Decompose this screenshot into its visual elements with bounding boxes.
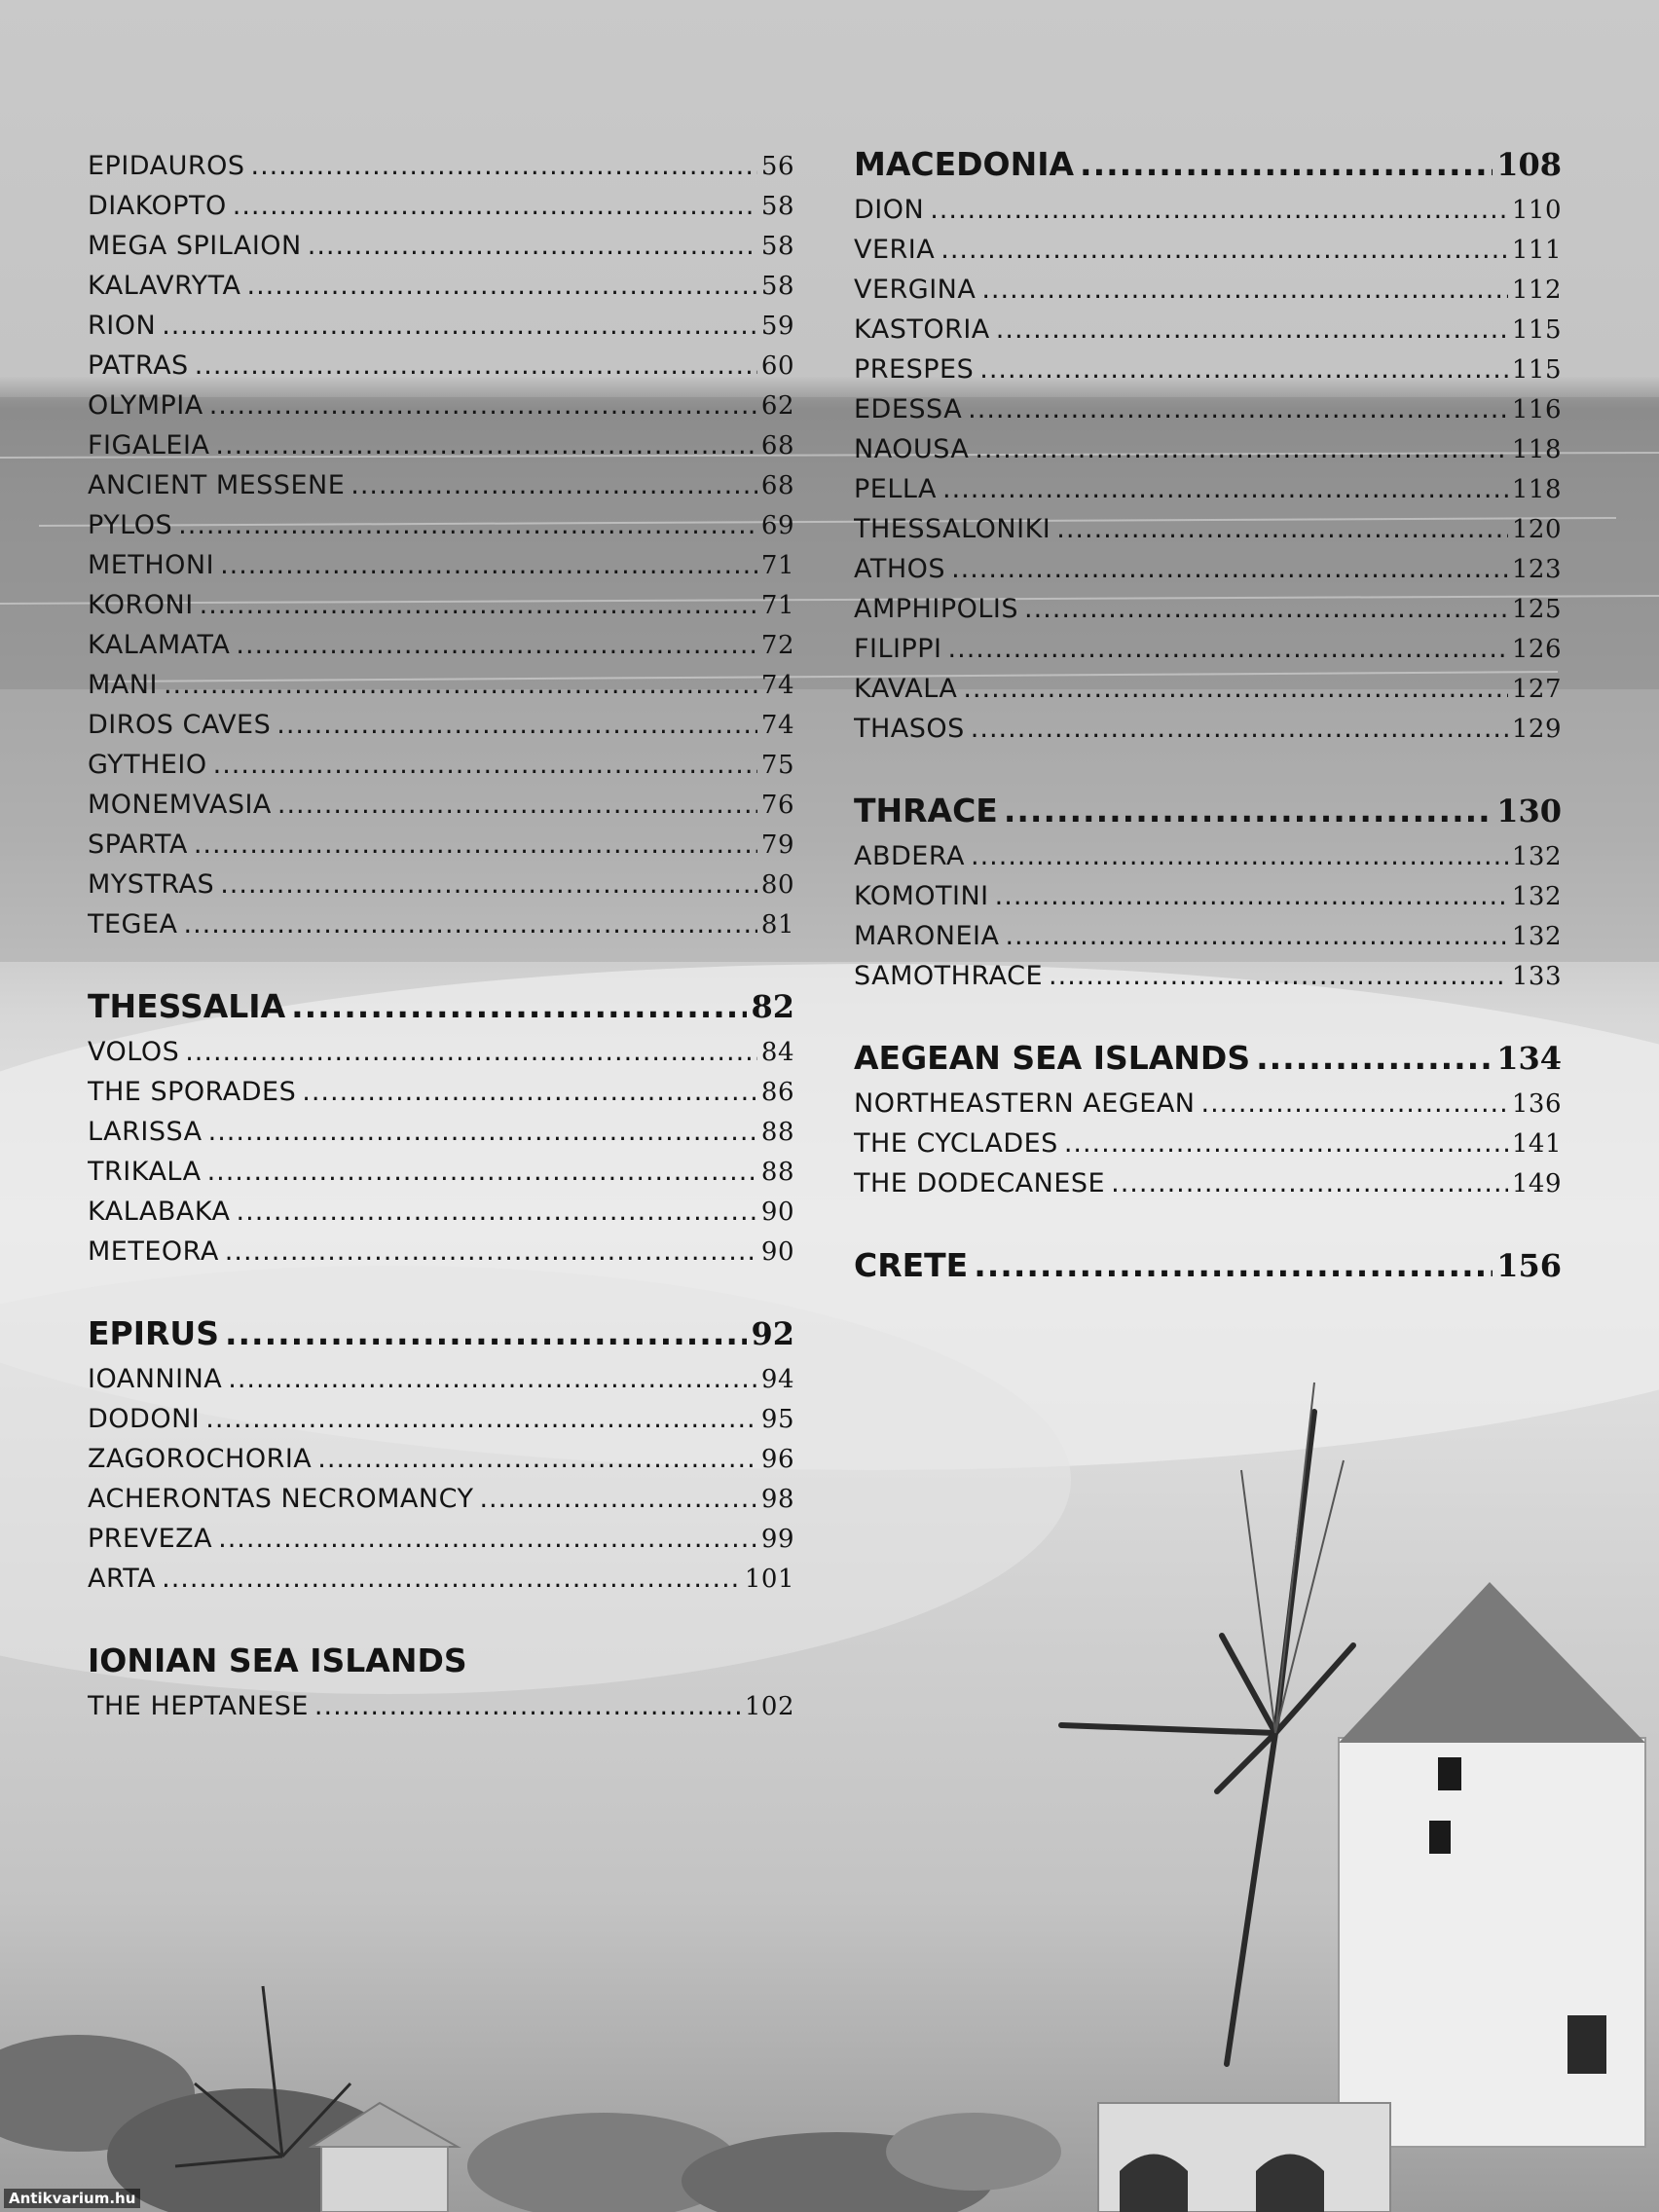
toc-entry[interactable]: KALAVRYTA ..... 58 (88, 266, 794, 306)
section-heading-thrace[interactable]: THRACE ..... 130 (854, 788, 1562, 834)
section-epirus (88, 1310, 794, 1599)
toc-entry[interactable]: GYTHEIO ..... 75 (88, 745, 794, 785)
toc-entry[interactable]: IOANNINA ..... 94 (88, 1359, 794, 1399)
section-thessalia (88, 983, 794, 1272)
toc-entry[interactable]: AMPHIPOLIS ..... 125 (854, 589, 1562, 629)
toc-entry[interactable]: FIGALEIA ..... 68 (88, 425, 794, 465)
toc-entry[interactable]: THE DODECANESE ..... 149 (854, 1163, 1562, 1203)
toc-entry[interactable]: PRESPES ..... 115 (854, 350, 1562, 389)
toc-entry[interactable]: ATHOS ..... 123 (854, 549, 1562, 589)
toc-entry[interactable]: TRIKALA ..... 88 (88, 1152, 794, 1192)
toc-entry[interactable]: SPARTA ..... 79 (88, 825, 794, 865)
toc-entry[interactable]: KAVALA ..... 127 (854, 669, 1562, 709)
toc-entry[interactable]: ZAGOROCHORIA ..... 96 (88, 1439, 794, 1479)
toc-entry[interactable]: PYLOS ..... 69 (88, 505, 794, 545)
windmill-icon (1061, 1382, 1645, 2212)
section-peloponnese-entries (88, 146, 794, 944)
toc-entry[interactable]: MONEMVASIA ..... 76 (88, 785, 794, 825)
section-heading-macedonia[interactable]: MACEDONIA ..... 108 (854, 141, 1562, 188)
section-heading-thessalia[interactable]: THESSALIA ..... 82 (88, 983, 794, 1030)
toc-entry[interactable]: LARISSA ..... 88 (88, 1112, 794, 1152)
toc-entry[interactable]: KALAMATA ..... 72 (88, 625, 794, 665)
toc-entry[interactable]: DIROS CAVES ..... 74 (88, 705, 794, 745)
toc-entry[interactable]: MEGA SPILAION ..... 58 (88, 226, 794, 266)
toc-entry[interactable]: THESSALONIKI ..... 120 (854, 509, 1562, 549)
toc-entry[interactable]: OLYMPIA ..... 62 (88, 386, 794, 425)
toc-entry[interactable]: DODONI ..... 95 (88, 1399, 794, 1439)
rocks (0, 2035, 1061, 2212)
toc-entry[interactable]: DIAKOPTO ..... 58 (88, 186, 794, 226)
toc-entry[interactable]: ACHERONTAS NECROMANCY ..... 98 (88, 1479, 794, 1519)
toc-entry[interactable]: METHONI ..... 71 (88, 545, 794, 585)
section-thrace (854, 788, 1562, 996)
toc-entry[interactable]: MANI ..... 74 (88, 665, 794, 705)
toc-entry[interactable]: NORTHEASTERN AEGEAN ..... 136 (854, 1084, 1562, 1124)
toc-entry[interactable]: KOMOTINI ..... 132 (854, 876, 1562, 916)
toc-entry[interactable]: KORONI ..... 71 (88, 585, 794, 625)
watermark: Antikvarium.hu (4, 2189, 140, 2208)
toc-entry[interactable]: NAOUSA ..... 118 (854, 429, 1562, 469)
toc-entry[interactable]: VERGINA ..... 112 (854, 270, 1562, 310)
toc-entry[interactable]: VERIA ..... 111 (854, 230, 1562, 270)
toc-entry[interactable]: VOLOS ..... 84 (88, 1032, 794, 1072)
toc-entry[interactable]: METEORA ..... 90 (88, 1232, 794, 1272)
toc-entry[interactable]: KALABAKA ..... 90 (88, 1192, 794, 1232)
section-heading-crete[interactable]: CRETE ..... 156 (854, 1242, 1562, 1289)
toc-entry[interactable]: THE SPORADES ..... 86 (88, 1072, 794, 1112)
toc-entry[interactable]: FILIPPI ..... 126 (854, 629, 1562, 669)
toc-entry[interactable]: RION ..... 59 (88, 306, 794, 346)
toc-entry[interactable]: KASTORIA ..... 115 (854, 310, 1562, 350)
section-heading-aegean[interactable]: AEGEAN SEA ISLANDS ..... 134 (854, 1035, 1562, 1082)
toc-entry[interactable]: THASOS ..... 129 (854, 709, 1562, 749)
section-crete (854, 1242, 1562, 1289)
toc-entry[interactable]: DION ..... 110 (854, 190, 1562, 230)
toc-entry[interactable]: PELLA ..... 118 (854, 469, 1562, 509)
toc-entry[interactable]: ARTA ..... 101 (88, 1559, 794, 1599)
toc-entry[interactable]: MARONEIA ..... 132 (854, 916, 1562, 956)
toc-right-column (854, 141, 1562, 1291)
toc-entry[interactable]: PREVEZA ..... 99 (88, 1519, 794, 1559)
section-aegean (854, 1035, 1562, 1203)
toc-left-column (88, 146, 794, 1726)
toc-entry[interactable]: PATRAS ..... 60 (88, 346, 794, 386)
toc-entry[interactable]: THE CYCLADES ..... 141 (854, 1124, 1562, 1163)
section-heading-ionian[interactable]: IONIAN SEA ISLANDS (88, 1641, 467, 1679)
toc-entry[interactable]: TEGEA ..... 81 (88, 904, 794, 944)
toc-entry[interactable]: SAMOTHRACE ..... 133 (854, 956, 1562, 996)
toc-entry[interactable]: EDESSA ..... 116 (854, 389, 1562, 429)
toc-entry[interactable]: THE HEPTANESE ..... 102 (88, 1686, 794, 1726)
toc-entry[interactable]: EPIDAUROS ..... 56 (88, 146, 794, 186)
section-ionian (88, 1638, 794, 1726)
toc-entry[interactable]: ABDERA ..... 132 (854, 836, 1562, 876)
section-macedonia (854, 141, 1562, 749)
section-heading-epirus[interactable]: EPIRUS ..... 92 (88, 1310, 794, 1357)
toc-entry[interactable]: ANCIENT MESSENE ..... 68 (88, 465, 794, 505)
toc-entry[interactable]: MYSTRAS ..... 80 (88, 865, 794, 904)
